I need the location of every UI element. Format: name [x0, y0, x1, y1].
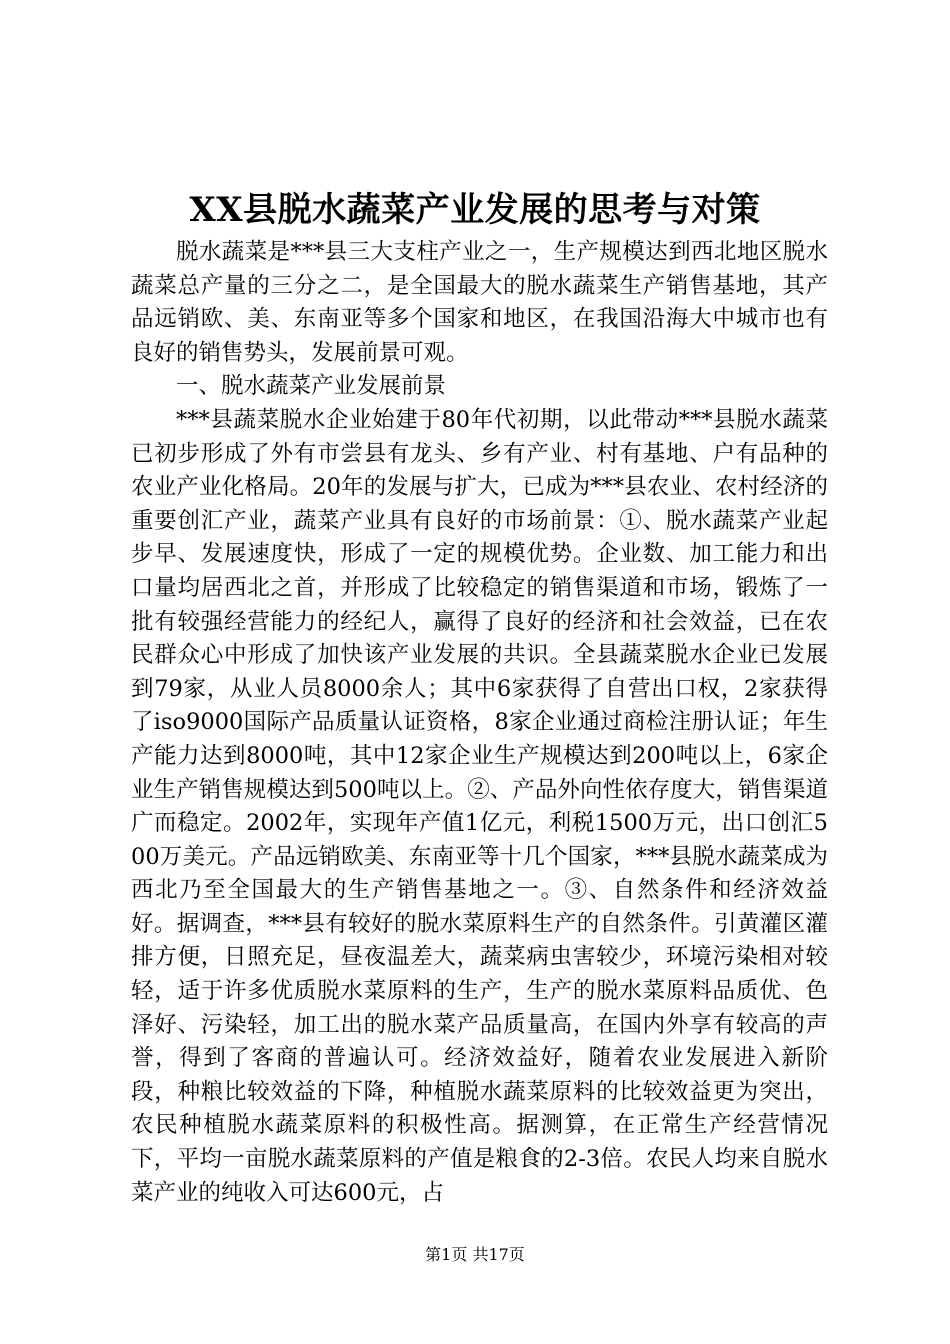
section-heading: 一、脱水蔬菜产业发展前景: [176, 373, 447, 400]
document-body: [131, 236, 828, 1210]
paragraph-prospects: ***县蔬菜脱水企业始建于80年代初期，以此带动***县脱水蔬菜已初步形成了外有市尝县有龙头、乡有产业、村有基地、户有品种的农业产业化格局。20年的发展与扩大，已成为***县农业、农村经济的重要创汇产业，蔬菜产业具有良好的市场前景：①、脱水蔬菜产业起步早、发展速度快，形成了一定的规模优势。企业数、加工能力和出口量均居西北之首，并形成了比较稳定的销售渠道和市场，锻炼了一批有较强经营能力的经纪人，赢得了良好的经济和社会效益，已在农民群众心中形成了加快该产业发展的共识。全县蔬菜脱水企业已发展到79家，从业人员8000余人；其中6家获得了自营出口权，2家获得了iso9000国际产品质量认证资格，8家企业通过商检注册认证；年生产能力达到8000吨，其中12家企业生产规模达到200吨以上，6家企业生产销售规模达到500吨以上。②、产品外向性依存度大，销售渠道广而稳定。2002年，实现年产值1亿元，利税1500万元，出口创汇500万美元。产品远销欧美、东南亚等十几个国家，***县脱水蔬菜成为西北乃至全国最大的生产销售基地之一。③、自然条件和经济效益好。据调查，***县有较好的脱水菜原料生产的自然条件。引黄灌区灌排方便，日照充足，昼夜温差大，蔬菜病虫害较少，环境污染相对较轻，适于许多优质脱水菜原料的生产，生产的脱水菜原料品质优、色泽好、污染轻，加工出的脱水菜产品质量高，在国内外享有较高的声誉，得到了客商的普遍认可。经济效益好，随着农业发展进入新阶段，种粮比较效益的下降，种植脱水蔬菜原料的比较效益更为突出，农民种植脱水蔬菜原料的积极性高。据测算，在正常生产经营情况下，平均一亩脱水蔬菜原料的产值是粮食的2-3倍。农民人均来自脱水菜产业的纯收入可达600元，占: [131, 406, 828, 1206]
paragraph-intro: 脱水蔬菜是***县三大支柱产业之一，生产规模达到西北地区脱水蔬菜总产量的三分之二，是全国最大的脱水蔬菜生产销售基地，其产品远销欧、美、东南亚等多个国家和地区，在我国沿海大中城市也有良好的销售势头，发展前景可观。: [131, 239, 828, 366]
page-footer: 第1页 共17页: [425, 1245, 525, 1264]
document-title: XX县脱水蔬菜产业发展的思考与对策: [189, 190, 761, 230]
